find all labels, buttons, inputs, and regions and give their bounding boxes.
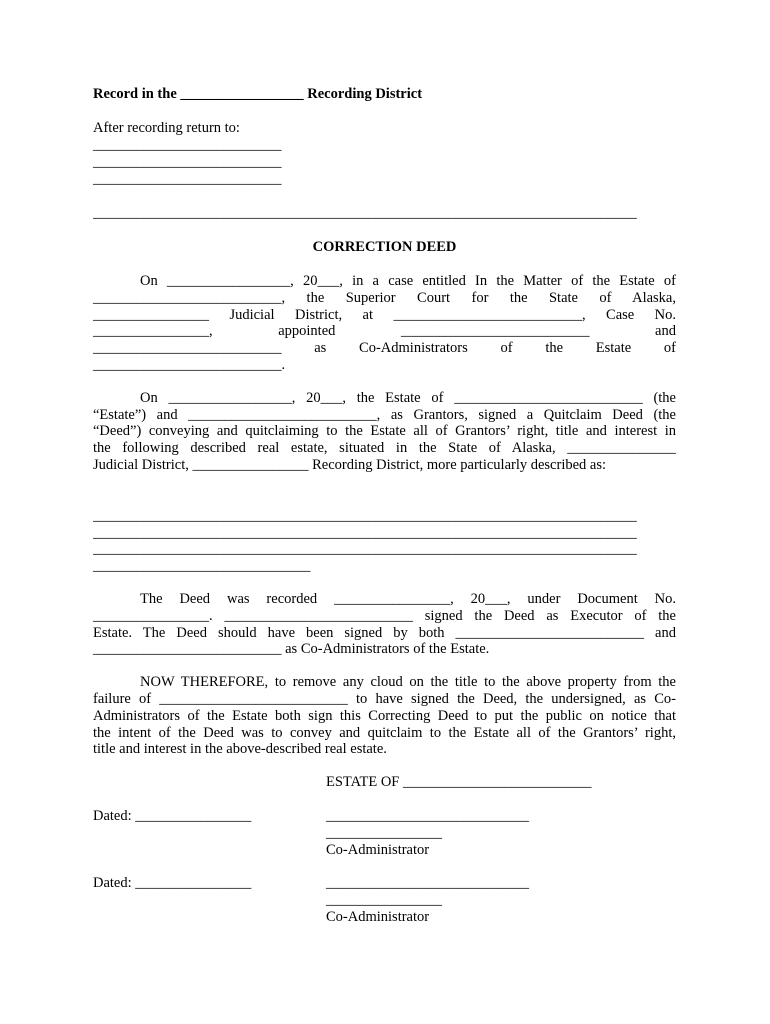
return-to-label: After recording return to: [93, 120, 240, 136]
paragraph-appointment [93, 273, 676, 374]
description-line-1: ___________________________________________________________________________ [93, 507, 637, 524]
paragraph4-line-2: failure of __________________________ to have signed the Deed, the undersigned, as Co- [93, 690, 676, 707]
paragraph1-line-1: On _________________, 20___, in a case entitled In the Matter of the Estate of [140, 273, 676, 289]
paragraph3-line-4: __________________________ as Co-Administrators of the Estate. [93, 641, 490, 658]
document-title: CORRECTION DEED [312, 239, 457, 255]
signature-line-2b: ________________ [326, 892, 442, 909]
co-administrator-label-1: Co-Administrator [326, 842, 430, 859]
paragraph1-line-5: __________________________ as Co-Administrators of the Estate of [93, 340, 676, 357]
signature-line-1a: ____________________________ [326, 808, 529, 825]
description-line-2: ___________________________________________________________________________ [93, 524, 637, 541]
signature-line-2a: ____________________________ [326, 875, 529, 892]
estate-of-row [93, 774, 676, 791]
paragraph2-line-3: “Deed”) conveying and quitclaiming to the Estate all of Grantors’ right, title and interest in [93, 423, 676, 440]
paragraph3-line-2: ________________. __________________________ signed the Deed as Executor of the [93, 607, 676, 624]
deed-content [93, 86, 676, 926]
paragraph1-line-3: ________________ Judicial District, at __________________________, Case No. [93, 306, 676, 323]
dated-line-2: Dated: ________________ [93, 875, 252, 892]
header-separator-line: ___________________________________________________________________________ [93, 205, 637, 221]
record-district-line: Record in the _________________ Recording District [93, 86, 423, 102]
paragraph1-line-4: ________________, appointed __________________________ and [93, 323, 676, 340]
property-description-lines [93, 508, 676, 575]
paragraph1-line-6: __________________________. [93, 356, 286, 373]
signature-block-1 [93, 808, 676, 859]
paragraph2-line-4: the following described real estate, situated in the State of Alaska, _______________ [93, 440, 676, 457]
paragraph2-line-2: “Estate”) and __________________________, as Grantors, signed a Quitclaim Deed (the [93, 406, 676, 423]
estate-of-line: ESTATE OF __________________________ [326, 774, 592, 791]
description-line-3: ___________________________________________________________________________ [93, 541, 637, 558]
paragraph3-line-1: The Deed was recorded ________________, 20___, under Document No. [140, 590, 676, 607]
paragraph-recording [93, 591, 676, 658]
paragraph4-line-1: NOW THEREFORE, to remove any cloud on the title to the above property from the [140, 674, 676, 691]
return-address-blank-3: __________________________ [93, 171, 282, 187]
return-address-blank-2: __________________________ [93, 154, 282, 170]
paragraph4-line-4: the intent of the Deed was to convey and quitclaim to the Estate all of the Grantors’ right, [93, 724, 676, 741]
description-line-4: ______________________________ [93, 558, 311, 575]
paragraph4-line-5: title and interest in the above-described real estate. [93, 741, 387, 758]
dated-line-1: Dated: ________________ [93, 808, 252, 825]
signature-block-2 [93, 875, 676, 926]
paragraph1-line-2: __________________________, the Superior Court for the State of Alaska, [93, 289, 676, 306]
signature-line-1b: ________________ [326, 825, 442, 842]
paragraph3-line-3: Estate. The Deed should have been signed by both __________________________ and [93, 624, 676, 641]
co-administrator-label-2: Co-Administrator [326, 909, 430, 926]
paragraph2-line-5: Judicial District, ________________ Recording District, more particularly described as: [93, 456, 607, 473]
paragraph4-line-3: Administrators of the Estate both sign this Correcting Deed to put the public on notice that [93, 707, 676, 724]
paragraph-quitclaim [93, 390, 676, 474]
paragraph-now-therefore [93, 674, 676, 758]
return-address-blank-1: __________________________ [93, 137, 282, 153]
paragraph2-line-1: On _________________, 20___, the Estate of __________________________ (the [140, 389, 676, 406]
